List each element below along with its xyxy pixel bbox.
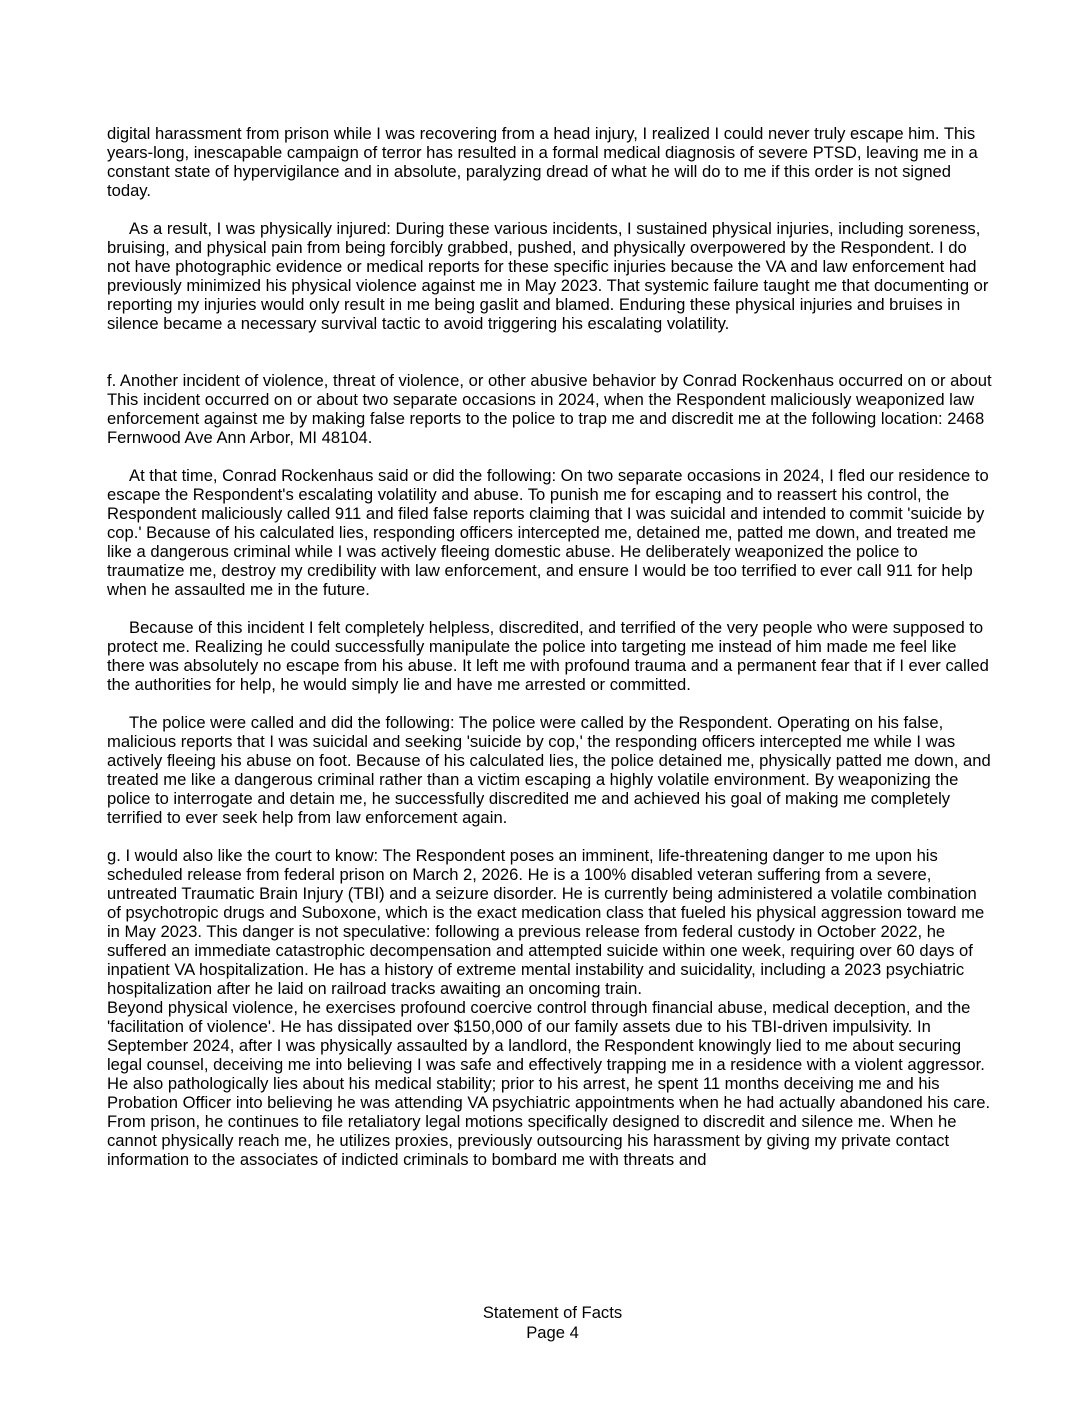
page-footer <box>0 1303 1088 1343</box>
footer-page-number: Page 4 <box>526 1323 579 1342</box>
paragraph-police-response: The police were called and did the following: The police were called by the Respondent. Operating on his false, malicious reports that I was suicidal and seeking 'suicide by cop,' the responding officers intercepted me while I was actively fleeing his abuse on foot. Because of his calculated lies, the police detained me, physically patted me down, and treated me like a dangerous criminal rather than a victim escaping a highly volatile environment. By weaponizing the police to interrogate and detain me, he successfully discredited me and achieved his goal of making me completely terrified to ever seek help from law enforcement again. <box>107 713 991 827</box>
paragraph-incident-f: f. Another incident of violence, threat of violence, or other abusive behavior by Conrad Rockenhaus occurred on or about This incident occurred on or about two separate occasions in 2024, when the Respondent maliciously weaponized law enforcement against me by making false reports to the police to trap me and discredit me at the following location: 2468 Fernwood Ave Ann Arbor, MI 48104. <box>107 371 992 447</box>
paragraph-incident-f-feelings: Because of this incident I felt completely helpless, discredited, and terrified of the very people who were supposed to protect me. Realizing he could successfully manipulate the police into targeting me instead of him made me feel like there was absolutely no escape from his abuse. It left me with profound trauma and a permanent fear that if I ever called the authorities for help, he would simply lie and have me arrested or committed. <box>107 618 989 694</box>
paragraph-physical-injury: As a result, I was physically injured: During these various incidents, I sustained physical injuries, including soreness, bruising, and physical pain from being forcibly grabbed, pushed, and physically overpowered by the Respondent. I do not have photographic evidence or medical reports for these specific injuries because the VA and law enforcement had previously minimized his physical violence against me in May 2023. That systemic failure taught me that documenting or reporting my injuries would only result in me being gaslit and blamed. Enduring these physical injuries and bruises in silence became a necessary survival tactic to avoid triggering his escalating volatility. <box>107 219 989 333</box>
paragraph-incident-f-details: At that time, Conrad Rockenhaus said or did the following: On two separate occasions in 2024, I fled our residence to escape the Respondent's escalating volatility and abuse. To punish me for escaping and to reassert his control, the Respondent maliciously called 911 and filed false reports claiming that I was suicidal and intended to commit 'suicide by cop.' Because of his calculated lies, responding officers intercepted me, detained me, patted me down, and treated me like a dangerous criminal while I was actively fleeing domestic abuse. He deliberately weaponized the police to traumatize me, destroy my credibility with law enforcement, and ensure I would be too terrified to ever call 911 for help when he assaulted me in the future. <box>107 466 989 599</box>
footer-document-title: Statement of Facts <box>482 1303 623 1322</box>
paragraph-coercive-control: Beyond physical violence, he exercises profound coercive control through financial abuse, medical deception, and the 'facilitation of violence'. He has dissipated over $150,000 of our family assets due to his TBI-driven impulsivity. In September 2024, after I was physically assaulted by a landlord, the Respondent knowingly lied to me about securing legal counsel, deceiving me into believing I was safe and effectively trapping me in a residence with a violent aggressor. He also pathologically lies about his medical stability; prior to his arrest, he spent 11 months deceiving me and his Probation Officer into believing he was attending VA psychiatric appointments when he had actually abandoned his care. <box>107 998 991 1112</box>
document-body <box>107 124 992 1169</box>
paragraph-section-g: g. I would also like the court to know: The Respondent poses an imminent, life-threatening danger to me upon his scheduled release from federal prison on March 2, 2026. He is a 100% disabled veteran suffering from a severe, untreated Traumatic Brain Injury (TBI) and a seizure disorder. He is currently being administered a volatile combination of psychotropic drugs and Suboxone, which is the exact medication class that fueled his physical aggression toward me in May 2023. This danger is not speculative: following a previous release from federal custody in October 2022, he suffered an immediate catastrophic decompensation and attempted suicide within one week, requiring over 60 days of inpatient VA hospitalization. He has a history of extreme mental instability and suicidality, including a 2023 psychiatric hospitalization after he laid on railroad tracks awaiting an oncoming train. <box>107 846 985 998</box>
paragraph-retaliation: From prison, he continues to file retaliatory legal motions specifically designed to discredit and silence me. When he cannot physically reach me, he utilizes proxies, previously outsourcing his harassment by giving my private contact information to the associates of indicted criminals to bombard me with threats and <box>107 1112 957 1169</box>
paragraph-ptsd-continuation: digital harassment from prison while I was recovering from a head injury, I realized I could never truly escape him. This years-long, inescapable campaign of terror has resulted in a formal medical diagnosis of severe PTSD, leaving me in a constant state of hypervigilance and in absolute, paralyzing dread of what he will do to me if this order is not signed today. <box>107 124 978 200</box>
